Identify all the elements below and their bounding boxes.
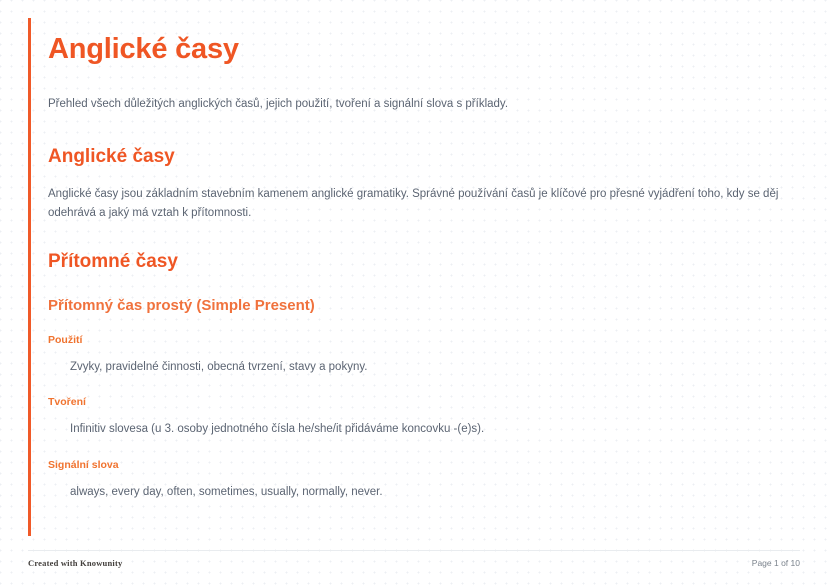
block-text-pouziti: Zvyky, pravidelné činnosti, obecná tvrzení, stavy a pokyny. (70, 361, 368, 374)
footer-divider (28, 550, 800, 551)
footer-page-number: Page 1 of 10 (751, 558, 800, 568)
section-paragraph-intro: Anglické časy jsou základním stavebním kamenem anglické gramatiky. Správné používání časů je klíčové pro přesné vyjádření toho, kdy se děj odehrává a jaký má vztah k přítomnosti. (48, 187, 779, 219)
block-text-signalni-slova: always, every day, often, sometimes, usually, normally, never. (70, 485, 383, 498)
page-title: Anglické časy (48, 33, 239, 65)
document-subtitle: Přehled všech důležitých anglických časů, jejich použití, tvoření a signální slova s příklady. (48, 97, 509, 110)
block-label-signalni-slova: Signální slova (48, 458, 119, 471)
block-label-tvoreni: Tvoření (48, 396, 86, 409)
footer-attribution: Created with Knowunity (28, 558, 123, 568)
block-label-pouziti: Použití (48, 334, 83, 347)
block-text-tvoreni: Infinitiv slovesa (u 3. osoby jednotného čísla he/she/it přidáváme koncovku -(e)s). (70, 423, 485, 436)
page-footer (0, 550, 828, 586)
subsection-heading-simple-present: Přítomný čas prostý (Simple Present) (48, 297, 315, 315)
document-content (28, 18, 800, 536)
section-heading-pritomne-casy: Přítomné časy (48, 251, 178, 273)
section-heading-anglicke-casy: Anglické časy (48, 146, 175, 168)
